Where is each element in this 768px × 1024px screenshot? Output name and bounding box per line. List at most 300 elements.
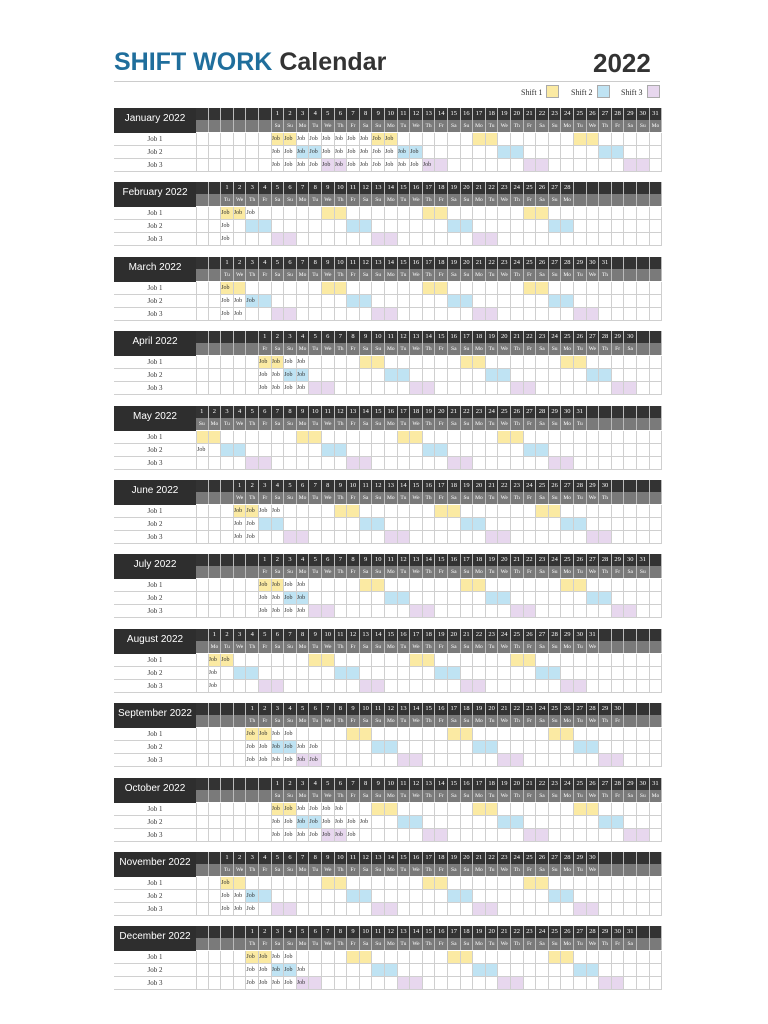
shift-cell[interactable] [448,579,461,592]
shift-cell[interactable] [309,207,322,220]
shift-cell[interactable] [309,680,322,693]
shift-cell[interactable] [461,654,474,667]
shift-cell-shift-2[interactable] [473,964,486,977]
shift-cell-shift-3[interactable] [511,754,524,767]
shift-cell[interactable] [461,431,474,444]
shift-cell[interactable] [574,159,587,172]
shift-cell[interactable] [435,605,448,618]
shift-cell[interactable] [398,457,411,470]
shift-cell[interactable] [385,457,398,470]
shift-cell[interactable] [398,518,411,531]
shift-cell[interactable] [335,592,348,605]
shift-cell[interactable] [574,667,587,680]
shift-cell[interactable]: Job [284,579,297,592]
shift-cell-shift-3[interactable] [410,754,423,767]
shift-cell[interactable] [486,220,499,233]
shift-cell[interactable] [599,605,612,618]
shift-cell[interactable] [347,382,360,395]
shift-cell-shift-3[interactable] [498,754,511,767]
shift-cell[interactable] [486,444,499,457]
shift-cell[interactable] [309,728,322,741]
shift-cell[interactable] [335,903,348,916]
shift-cell-shift-1[interactable] [587,133,600,146]
shift-cell[interactable] [574,829,587,842]
shift-cell[interactable] [486,680,499,693]
shift-cell-shift-3[interactable] [549,457,562,470]
shift-cell[interactable] [347,877,360,890]
shift-cell[interactable] [385,505,398,518]
shift-cell[interactable] [461,829,474,842]
shift-cell[interactable] [372,282,385,295]
shift-cell-shift-3[interactable] [637,159,650,172]
shift-cell[interactable] [259,531,272,544]
shift-cell-shift-3[interactable] [272,308,285,321]
shift-cell[interactable] [221,431,234,444]
shift-cell-shift-3[interactable] [272,233,285,246]
shift-cell[interactable] [309,233,322,246]
shift-cell-shift-1[interactable]: Job [246,951,259,964]
shift-cell-shift-2[interactable] [347,295,360,308]
shift-cell[interactable] [335,356,348,369]
shift-cell[interactable] [410,951,423,964]
shift-cell[interactable] [486,667,499,680]
shift-cell[interactable] [284,444,297,457]
shift-cell[interactable] [650,146,663,159]
shift-cell-shift-3[interactable] [524,605,537,618]
shift-cell[interactable] [372,951,385,964]
shift-cell-shift-1[interactable] [561,356,574,369]
shift-cell-shift-2[interactable]: Job [284,964,297,977]
shift-cell[interactable] [322,667,335,680]
shift-cell[interactable] [347,754,360,767]
shift-cell-shift-1[interactable] [435,877,448,890]
shift-cell[interactable] [561,282,574,295]
shift-cell-shift-1[interactable] [498,431,511,444]
shift-cell-shift-2[interactable] [435,667,448,680]
shift-cell[interactable] [410,680,423,693]
shift-cell-shift-3[interactable] [561,680,574,693]
shift-cell[interactable] [309,295,322,308]
shift-cell[interactable] [473,444,486,457]
shift-cell[interactable] [637,592,650,605]
shift-cell[interactable] [435,356,448,369]
shift-cell[interactable] [234,220,247,233]
shift-cell[interactable] [461,233,474,246]
shift-cell-shift-2[interactable] [587,369,600,382]
shift-cell[interactable] [511,890,524,903]
shift-cell[interactable] [574,146,587,159]
shift-cell[interactable] [284,431,297,444]
shift-cell-shift-2[interactable] [574,518,587,531]
shift-cell-shift-3[interactable] [486,531,499,544]
shift-cell[interactable] [335,964,348,977]
shift-cell-shift-3[interactable]: Job [335,829,348,842]
shift-cell[interactable] [473,592,486,605]
shift-cell[interactable] [561,977,574,990]
shift-cell-shift-1[interactable] [410,654,423,667]
shift-cell[interactable] [536,233,549,246]
shift-cell[interactable] [624,133,637,146]
shift-cell-shift-1[interactable] [549,728,562,741]
shift-cell[interactable] [587,680,600,693]
shift-cell[interactable] [284,890,297,903]
shift-cell[interactable] [524,133,537,146]
shift-cell[interactable] [498,505,511,518]
shift-cell[interactable] [347,579,360,592]
shift-cell[interactable] [335,605,348,618]
shift-cell[interactable] [398,964,411,977]
shift-cell[interactable] [511,579,524,592]
shift-cell-shift-3[interactable] [473,680,486,693]
shift-cell[interactable]: Job [297,605,310,618]
shift-cell[interactable] [448,977,461,990]
shift-cell[interactable] [486,816,499,829]
shift-cell-shift-1[interactable]: Job [221,207,234,220]
shift-cell[interactable] [410,531,423,544]
shift-cell[interactable] [347,605,360,618]
shift-cell[interactable] [587,654,600,667]
shift-cell[interactable] [398,356,411,369]
shift-cell[interactable] [574,728,587,741]
shift-cell-shift-3[interactable] [410,605,423,618]
shift-cell[interactable] [398,295,411,308]
shift-cell[interactable] [423,146,436,159]
shift-cell-shift-1[interactable] [410,431,423,444]
shift-cell-shift-1[interactable] [574,356,587,369]
shift-cell-shift-1[interactable] [435,207,448,220]
shift-cell[interactable] [511,295,524,308]
shift-cell[interactable] [498,803,511,816]
shift-cell[interactable] [599,829,612,842]
shift-cell[interactable] [335,308,348,321]
shift-cell[interactable] [587,518,600,531]
shift-cell-shift-1[interactable] [309,431,322,444]
shift-cell[interactable] [549,159,562,172]
shift-cell-shift-2[interactable] [360,518,373,531]
shift-cell[interactable] [335,369,348,382]
shift-cell[interactable] [335,680,348,693]
shift-cell[interactable]: Job [221,295,234,308]
shift-cell[interactable] [524,220,537,233]
shift-cell[interactable] [612,159,625,172]
shift-cell[interactable] [473,754,486,767]
shift-cell-shift-3[interactable] [536,159,549,172]
shift-cell[interactable] [587,282,600,295]
shift-cell-shift-2[interactable] [448,295,461,308]
shift-cell[interactable]: Job [284,829,297,842]
shift-cell-shift-3[interactable] [498,977,511,990]
shift-cell[interactable] [612,829,625,842]
shift-cell[interactable] [372,457,385,470]
shift-cell-shift-3[interactable] [448,457,461,470]
shift-cell[interactable] [423,680,436,693]
shift-cell[interactable] [347,977,360,990]
shift-cell[interactable] [612,964,625,977]
shift-cell-shift-1[interactable] [461,951,474,964]
shift-cell[interactable] [309,667,322,680]
shift-cell[interactable]: Job [309,829,322,842]
shift-cell[interactable] [322,457,335,470]
shift-cell-shift-3[interactable] [511,977,524,990]
shift-cell[interactable] [297,457,310,470]
shift-cell[interactable] [335,728,348,741]
shift-cell[interactable]: Job [259,369,272,382]
shift-cell[interactable] [297,518,310,531]
shift-cell[interactable]: Job [234,531,247,544]
shift-cell[interactable] [637,803,650,816]
shift-cell[interactable] [410,308,423,321]
shift-cell[interactable]: Job [297,803,310,816]
shift-cell[interactable] [524,431,537,444]
shift-cell[interactable] [435,654,448,667]
shift-cell[interactable] [599,308,612,321]
shift-cell[interactable] [423,977,436,990]
shift-cell[interactable] [372,667,385,680]
shift-cell-shift-2[interactable] [473,518,486,531]
shift-cell[interactable] [637,133,650,146]
shift-cell[interactable]: Job [297,964,310,977]
shift-cell[interactable] [423,754,436,767]
shift-cell-shift-3[interactable] [398,977,411,990]
shift-cell[interactable] [536,518,549,531]
shift-cell-shift-3[interactable] [524,829,537,842]
shift-cell[interactable] [561,903,574,916]
shift-cell[interactable] [524,457,537,470]
shift-cell[interactable]: Job [360,146,373,159]
shift-cell[interactable] [524,308,537,321]
shift-cell[interactable] [524,505,537,518]
shift-cell[interactable] [549,431,562,444]
shift-cell[interactable] [423,890,436,903]
shift-cell[interactable] [423,233,436,246]
shift-cell[interactable]: Job [246,531,259,544]
shift-cell[interactable]: Job [272,369,285,382]
shift-cell[interactable] [448,444,461,457]
shift-cell[interactable] [398,444,411,457]
shift-cell[interactable] [524,977,537,990]
shift-cell[interactable] [461,803,474,816]
shift-cell[interactable]: Job [322,803,335,816]
shift-cell[interactable] [561,159,574,172]
shift-cell[interactable] [398,667,411,680]
shift-cell[interactable] [322,518,335,531]
shift-cell[interactable] [561,754,574,767]
shift-cell[interactable] [549,579,562,592]
shift-cell-shift-1[interactable] [372,356,385,369]
shift-cell-shift-1[interactable] [347,951,360,964]
shift-cell[interactable] [498,518,511,531]
shift-cell[interactable] [309,579,322,592]
shift-cell[interactable] [360,431,373,444]
shift-cell[interactable] [599,579,612,592]
shift-cell[interactable] [549,829,562,842]
shift-cell[interactable] [536,295,549,308]
shift-cell[interactable] [423,431,436,444]
shift-cell[interactable] [511,444,524,457]
shift-cell[interactable] [284,667,297,680]
shift-cell[interactable] [423,951,436,964]
shift-cell[interactable] [536,977,549,990]
shift-cell[interactable]: Job [360,816,373,829]
shift-cell[interactable] [448,816,461,829]
shift-cell-shift-3[interactable] [322,382,335,395]
shift-cell-shift-1[interactable] [423,654,436,667]
shift-cell[interactable] [473,369,486,382]
shift-cell[interactable] [309,282,322,295]
shift-cell-shift-3[interactable] [561,457,574,470]
shift-cell-shift-1[interactable] [561,951,574,964]
shift-cell[interactable] [297,667,310,680]
shift-cell[interactable] [612,579,625,592]
shift-cell[interactable] [322,951,335,964]
shift-cell-shift-2[interactable] [574,741,587,754]
shift-cell[interactable] [246,654,259,667]
shift-cell[interactable] [360,444,373,457]
shift-cell[interactable] [360,531,373,544]
shift-cell[interactable] [385,382,398,395]
shift-cell[interactable]: Job [272,829,285,842]
shift-cell[interactable] [461,605,474,618]
shift-cell[interactable] [599,951,612,964]
shift-cell-shift-2[interactable] [599,146,612,159]
shift-cell[interactable] [561,382,574,395]
shift-cell-shift-1[interactable]: Job [209,654,222,667]
shift-cell[interactable] [322,728,335,741]
shift-cell[interactable]: Job [272,728,285,741]
shift-cell-shift-1[interactable] [398,431,411,444]
shift-cell-shift-1[interactable] [435,282,448,295]
shift-cell-shift-3[interactable]: Job [335,159,348,172]
shift-cell[interactable] [612,951,625,964]
shift-cell[interactable] [347,518,360,531]
shift-cell[interactable] [398,654,411,667]
shift-cell-shift-3[interactable]: Job [322,159,335,172]
shift-cell[interactable]: Job [272,505,285,518]
shift-cell[interactable]: Job [209,667,222,680]
shift-cell-shift-2[interactable] [561,220,574,233]
shift-cell-shift-2[interactable] [486,369,499,382]
shift-cell[interactable] [473,977,486,990]
shift-cell-shift-2[interactable] [398,592,411,605]
shift-cell[interactable] [536,903,549,916]
shift-cell[interactable] [536,741,549,754]
shift-cell[interactable] [473,159,486,172]
shift-cell-shift-3[interactable] [486,903,499,916]
shift-cell[interactable] [511,803,524,816]
shift-cell[interactable] [561,829,574,842]
shift-cell[interactable] [385,877,398,890]
shift-cell-shift-2[interactable] [599,592,612,605]
shift-cell[interactable] [410,444,423,457]
shift-cell[interactable] [587,159,600,172]
shift-cell-shift-2[interactable] [549,667,562,680]
shift-cell[interactable] [372,654,385,667]
shift-cell[interactable] [461,369,474,382]
shift-cell[interactable]: Job [272,951,285,964]
shift-cell[interactable] [398,728,411,741]
shift-cell[interactable]: Job [297,579,310,592]
shift-cell-shift-1[interactable] [536,282,549,295]
shift-cell[interactable] [511,964,524,977]
shift-cell-shift-3[interactable] [473,233,486,246]
shift-cell[interactable] [297,295,310,308]
shift-cell[interactable] [272,890,285,903]
shift-cell[interactable] [410,829,423,842]
shift-cell-shift-3[interactable] [574,903,587,916]
shift-cell-shift-3[interactable] [272,680,285,693]
shift-cell-shift-1[interactable] [196,431,209,444]
shift-cell[interactable] [486,431,499,444]
shift-cell-shift-3[interactable] [599,977,612,990]
shift-cell-shift-3[interactable] [624,159,637,172]
shift-cell[interactable] [498,308,511,321]
shift-cell-shift-3[interactable] [637,829,650,842]
shift-cell[interactable] [335,531,348,544]
shift-cell-shift-2[interactable] [335,667,348,680]
shift-cell[interactable] [549,803,562,816]
shift-cell[interactable] [259,654,272,667]
shift-cell-shift-1[interactable] [486,133,499,146]
shift-cell[interactable] [599,133,612,146]
shift-cell-shift-1[interactable] [549,505,562,518]
shift-cell[interactable] [498,382,511,395]
shift-cell[interactable]: Job [284,382,297,395]
shift-cell[interactable] [360,964,373,977]
shift-cell[interactable] [498,233,511,246]
shift-cell[interactable] [297,207,310,220]
shift-cell[interactable]: Job [284,356,297,369]
shift-cell[interactable] [410,518,423,531]
shift-cell[interactable] [297,890,310,903]
shift-cell[interactable] [435,369,448,382]
shift-cell[interactable] [599,505,612,518]
shift-cell[interactable]: Job [297,382,310,395]
shift-cell-shift-3[interactable]: Job [322,829,335,842]
shift-cell[interactable] [612,803,625,816]
shift-cell[interactable] [335,754,348,767]
shift-cell[interactable] [423,667,436,680]
shift-cell[interactable]: Job [322,146,335,159]
shift-cell[interactable]: Job [234,295,247,308]
shift-cell-shift-1[interactable] [524,877,537,890]
shift-cell-shift-2[interactable] [259,890,272,903]
shift-cell[interactable] [561,592,574,605]
shift-cell[interactable] [473,457,486,470]
shift-cell-shift-2[interactable] [322,444,335,457]
shift-cell[interactable] [524,951,537,964]
shift-cell[interactable] [423,369,436,382]
shift-cell[interactable]: Job [284,728,297,741]
shift-cell[interactable] [498,829,511,842]
shift-cell-shift-2[interactable] [372,518,385,531]
shift-cell-shift-2[interactable] [385,369,398,382]
shift-cell-shift-3[interactable] [360,680,373,693]
shift-cell[interactable] [536,356,549,369]
shift-cell[interactable] [574,816,587,829]
shift-cell[interactable] [423,964,436,977]
shift-cell[interactable] [322,579,335,592]
shift-cell[interactable] [423,579,436,592]
shift-cell[interactable] [360,282,373,295]
shift-cell-shift-1[interactable] [360,728,373,741]
shift-cell-shift-2[interactable] [461,890,474,903]
shift-cell-shift-1[interactable] [385,803,398,816]
shift-cell-shift-2[interactable]: Job [284,741,297,754]
shift-cell[interactable] [246,282,259,295]
shift-cell[interactable]: Job [259,505,272,518]
shift-cell[interactable] [335,951,348,964]
shift-cell-shift-2[interactable] [246,667,259,680]
